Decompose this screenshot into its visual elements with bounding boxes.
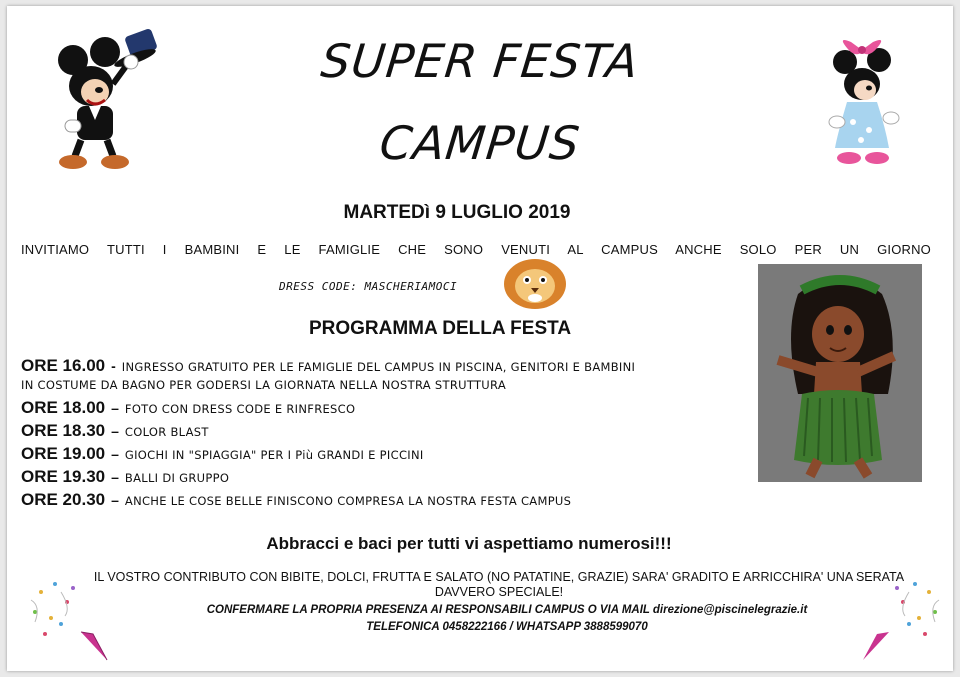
schedule-time: ORE 18.30 xyxy=(21,421,106,440)
schedule-row xyxy=(21,467,761,490)
schedule-separator: – xyxy=(111,469,119,485)
schedule-separator: – xyxy=(111,400,119,416)
schedule-time: ORE 18.00 xyxy=(21,398,106,417)
schedule-time: ORE 16.00 xyxy=(21,356,106,375)
schedule-description: ANCHE LE COSE BELLE FINISCONO COMPRESA LA NOSTRA FESTA CAMPUS xyxy=(124,494,572,508)
confirmation-block xyxy=(127,602,887,636)
schedule-time: ORE 20.30 xyxy=(21,490,106,509)
schedule-separator: – xyxy=(111,446,119,462)
schedule-list xyxy=(21,356,761,513)
schedule-description-continued: IN COSTUME DA BAGNO PER GODERSI LA GIORNATA NELLA NOSTRA STRUTTURA xyxy=(21,378,506,392)
program-title: PROGRAMMA DELLA FESTA xyxy=(308,318,572,339)
dress-code: DRESS CODE: MASCHERIAMOCI xyxy=(279,280,458,293)
event-date: MARTEDì 9 LUGLIO 2019 xyxy=(343,202,571,223)
schedule-time: ORE 19.00 xyxy=(21,444,106,463)
schedule-time: ORE 19.30 xyxy=(21,467,106,486)
title-line-1: SUPER FESTA xyxy=(318,34,642,88)
schedule-description: GIOCHI IN "SPIAGGIA" PER I Più GRANDI E PICCINI xyxy=(124,448,424,462)
schedule-row xyxy=(21,356,761,376)
schedule-separator: – xyxy=(111,423,119,439)
schedule-description: FOTO CON DRESS CODE E RINFRESCO xyxy=(124,402,356,416)
schedule-description: BALLI DI GRUPPO xyxy=(124,471,230,485)
hula-girl-illustration xyxy=(758,264,922,482)
schedule-row xyxy=(21,490,761,513)
schedule-row xyxy=(21,398,761,421)
confirmation-email-line: CONFERMARE LA PROPRIA PRESENZA AI RESPONSABILI CAMPUS O VIA MAIL direzione@piscinelegrazie.it xyxy=(206,604,808,616)
schedule-row xyxy=(21,421,761,444)
schedule-description: INGRESSO GRATUITO PER LE FAMIGLIE DEL CAMPUS IN PISCINA, GENITORI E BAMBINI xyxy=(121,360,636,374)
closing-message: Abbracci e baci per tutti vi aspettiamo numerosi!!! xyxy=(266,534,672,553)
confirmation-phone-line: TELEFONICA 0458222166 / WHATSAPP 3888599070 xyxy=(366,621,648,633)
schedule-row xyxy=(21,444,761,467)
schedule-separator: - xyxy=(111,358,116,374)
title-line-2: CAMPUS xyxy=(377,116,583,170)
flyer-page xyxy=(7,6,953,671)
schedule-description: COLOR BLAST xyxy=(124,425,209,439)
invitation-text: INVITIAMO TUTTI I BAMBINI E LE FAMIGLIE CHE SONO VENUTI AL CAMPUS ANCHE SOLO PER UN GIORNO xyxy=(21,242,931,257)
lion-mask-icon xyxy=(503,258,567,310)
schedule-separator: – xyxy=(111,492,119,508)
contribution-text: IL VOSTRO CONTRIBUTO CON BIBITE, DOLCI, FRUTTA E SALATO (NO PATATINE, GRAZIE) SARA' GRADITO E ARRICCHIRA' UNA SERATA DAVVERO SPECIALE! xyxy=(93,570,905,599)
